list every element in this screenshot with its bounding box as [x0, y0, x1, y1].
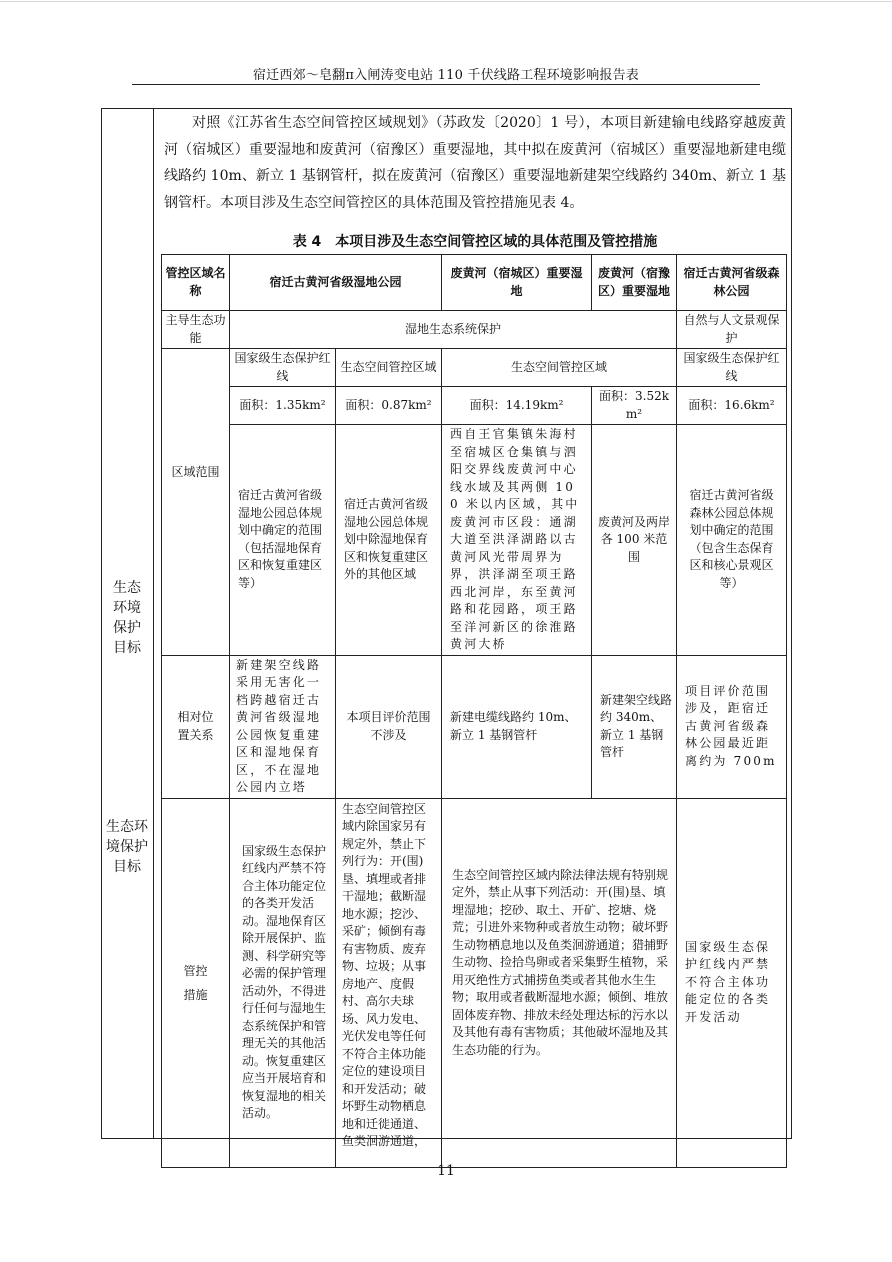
page-number: 11: [437, 1163, 455, 1179]
header-zone-name: 管控区域名称: [162, 255, 230, 311]
outer-label-bottom: [101, 817, 153, 877]
area-sucheng: 面积：14.19km²: [442, 387, 592, 425]
relative-sucheng: 新建电缆线路约 10m、新立 1 基钢管杆: [442, 655, 592, 798]
range-suyu: 废黄河及两岸各 100 米范围: [592, 425, 677, 656]
relative-suyu: 新建架空线路约 340m、新立 1 基钢管杆: [592, 655, 677, 798]
function-label: 主导生态功能: [162, 311, 230, 349]
header-suyu-wetland: 废黄河（宿豫区）重要湿地: [592, 255, 677, 311]
intro-paragraph: 对照《江苏省生态空间管控区域规划》（苏政发〔2020〕1 号），本项目新建输电线路穿越废黄河（宿城区）重要湿地和废黄河（宿豫区）重要湿地，其中拟在废黄河（宿城区）重要湿地新建电缆线路约 10m、新立 1 基钢管杆，拟在废黄河（宿豫区）重要湿地新建架空线路约 340m、新立 1 基钢管杆。本项目涉及生态空间管控区的具体范围及管控措施见表 4。: [164, 115, 786, 211]
function-row: [162, 311, 787, 349]
area-wetland-control: 面积：0.87km²: [336, 387, 442, 425]
range-wetland-red-line: 宿迁古黄河省级湿地公园总体规划中确定的范围（包括湿地保育区和恢复重建区等）: [230, 425, 336, 656]
table-caption: 表 4 本项目涉及生态空间管控区域的具体范围及管控措施: [292, 234, 658, 250]
control-measures-row: [162, 798, 787, 1167]
outer-frame-divider: [153, 108, 154, 1139]
area-forest: 面积：16.6km²: [677, 387, 787, 425]
outer-label-top-text: 生态 环境 保护 目标: [113, 580, 141, 656]
region-type-control: 生态空间管控区域: [336, 349, 442, 387]
control-wetland-control: 生态空间管控区域内除国家另有规定外，禁止下列行为：开(围)垦、填埋或者排干湿地；截断湿地水源；挖沙、采矿；倾倒有毒有害物质、废弃物、垃圾；从事房地产、度假村、高尔夫球场、风力发电、光伏发电等任何不符合主体功能定位的建设项目和开发活动；破坏野生动物栖息地和迁徙通道、鱼类洄游通道，: [336, 798, 442, 1167]
relative-label: 相对位置关系: [162, 655, 230, 798]
control-forest: 国家级生态保护红线内严禁不符合主体功能定位的各类开发活动: [677, 798, 787, 1167]
relative-wetland-red-line: 新建架空线路采用无害化一档跨越宿迁古黄河省级湿地公园恢复重建区和湿地保育区，不在湿地公园内立塔: [230, 655, 336, 798]
function-forest: 自然与人文景观保护: [677, 311, 787, 349]
header-wetland-park: 宿迁古黄河省级湿地公园: [230, 255, 442, 311]
range-forest: 宿迁古黄河省级森林公园总体规划中确定的范围（包含生态保育区和核心景观区等）: [677, 425, 787, 656]
region-label: 区域范围: [162, 349, 230, 656]
relative-forest: 项目评价范围涉及，距宿迁古黄河省级森林公园最近距离约为 700m: [677, 655, 787, 798]
area-wetland-red-line: 面积：1.35km²: [230, 387, 336, 425]
intro-section: [164, 110, 786, 216]
region-area-row: [162, 387, 787, 425]
document-header-title: 宿迁西郊～皂翻π入闸涛变电站 110 千伏线路工程环境影响报告表: [252, 68, 640, 83]
table-header-row: [162, 255, 787, 311]
range-sucheng: 西自王官集镇朱海村至宿城区仓集镇与泗阳交界线废黄河中心线水域及其两侧 100 米以内区域，其中废黄河市区段：通湖大道至洪泽湖路以古黄河风光带周界为界，洪泽湖至项王路西北河岸，东至黄河路和花园路，项王路至洋河新区的徐淮路黄河大桥: [442, 425, 592, 656]
header-sucheng-wetland: 废黄河（宿城区）重要湿地: [442, 255, 592, 311]
top-border-line: [0, 1, 892, 2]
region-type-row: [162, 349, 787, 387]
region-type-control-wide: 生态空间管控区域: [442, 349, 677, 387]
outer-label-top: [101, 578, 153, 658]
relative-wetland-control: 本项目评价范围不涉及: [336, 655, 442, 798]
region-type-forest-red-line: 国家级生态保护红线: [677, 349, 787, 387]
region-range-row: [162, 425, 787, 656]
area-suyu: 面积：3.52km²: [592, 387, 677, 425]
range-wetland-control: 宿迁古黄河省级湿地公园总体规划中除湿地保育区和恢复重建区外的其他区域: [336, 425, 442, 656]
control-label: 管控 措施: [162, 798, 230, 1167]
region-type-red-line: 国家级生态保护红线: [230, 349, 336, 387]
outer-label-bottom-text: 生态环 境保护 目标: [106, 819, 148, 875]
header-rule: [132, 84, 760, 85]
control-wetland-red-line: 国家级生态保护红线内严禁不符合主体功能定位的各类开发活动。湿地保育区除开展保护、监测、科学研究等必需的保护管理活动外，不得进行任何与湿地生态系统保护和管理无关的其他活动。恢复重建区应当开展培育和恢复湿地的相关活动。: [230, 798, 336, 1167]
control-sucheng-suyu: 生态空间管控区域内除法律法规有特别规定外，禁止从事下列活动：开(围)垦、填埋湿地；挖砂、取土、开矿、挖塘、烧荒；引进外来物种或者放生动物；破坏野生动物栖息地以及鱼类洄游通道；猎捕野生动物、捡拾鸟卵或者采集野生植物，采用灭绝性方式捕捞鱼类或者其他水生生物；取用或者截断湿地水源；倾倒、堆放固体废弃物、排放未经处理达标的污水以及其他有毒有害物质；其他破坏湿地及其生态功能的行为。: [442, 798, 677, 1167]
control-zone-table: [161, 254, 787, 1168]
relative-position-row: [162, 655, 787, 798]
header-forest-park: 宿迁古黄河省级森林公园: [677, 255, 787, 311]
function-wetland: 湿地生态系统保护: [230, 311, 677, 349]
